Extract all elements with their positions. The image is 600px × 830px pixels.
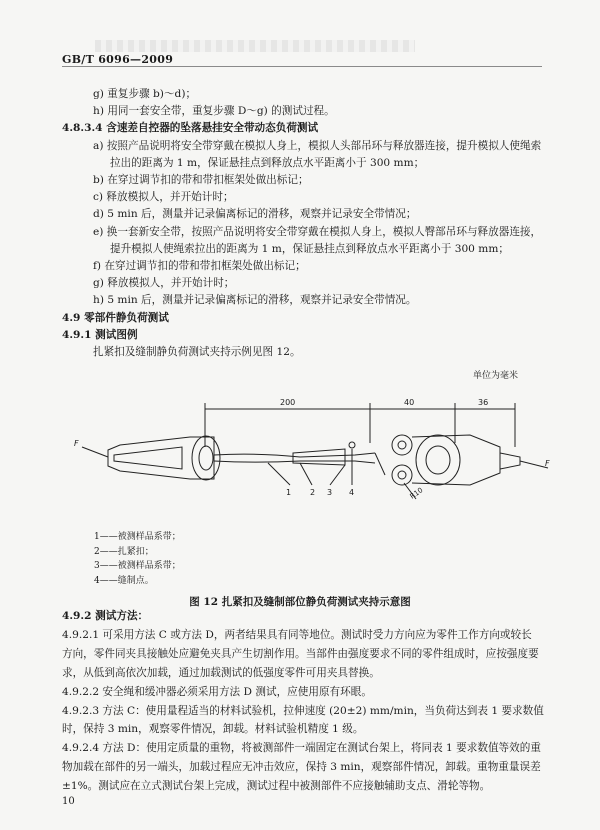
body-line: 4.9.2.1 可采用方法 C 或方法 D，两者结果具有同等地位。测试时受力方向应为零件工作方向或较长 [62, 628, 532, 641]
angle-label: R10 [408, 486, 425, 501]
right-roller-bottom [392, 465, 412, 485]
body-line: h) 5 min 后，测量并记录偏离标记的滑移，观察并记录安全带情况。 [93, 294, 417, 307]
force-label-right: F [545, 459, 550, 468]
body-line: ±1%。测试应在立式测试台架上完成，测试过程中被测部件不应接触辅助支点、滑轮等物。 [62, 780, 491, 793]
body-line: 扎紧扣及缝制静负荷测试夹持示例见图 12。 [93, 346, 301, 358]
section-heading: 4.9.2 测试方法： [62, 610, 149, 622]
standard-header: GB/T 6096—2009 [62, 53, 174, 66]
section-heading: 4.8.3.4 含速差自控器的坠落悬挂安全带动态负荷测试 [62, 122, 319, 135]
dim-label-40: 40 [404, 398, 415, 407]
body-line: g) 释放模拟人，并开始计时； [93, 277, 235, 290]
right-roller-top [392, 435, 412, 455]
dim-label-36: 36 [478, 398, 489, 407]
figure-caption: 图 12 扎紧扣及缝制部位静负荷测试夹持示意图 [189, 596, 411, 608]
body-line: 4.9.2.4 方法 D：使用定质量的重物，将被测部件一端固定在测试台架上，将同表 1 要求数值等效的重 [62, 742, 541, 755]
part-number-4: 4 [349, 488, 355, 497]
body-line: e) 换一套新安全带，按照产品说明将安全带穿戴在模拟人身上，模拟人臀部吊环与释放器连接， [93, 225, 542, 238]
body-line: 4.9.2.2 安全绳和缓冲器必须采用方法 D 测试，应使用原有环眼。 [62, 685, 372, 698]
legend-item: 2——扎紧扣； [94, 546, 154, 557]
right-clamp-end [500, 453, 520, 469]
part-number-1: 1 [286, 488, 292, 497]
body-line: 时，保持 3 min，观察零件情况，卸载。材料试验机精度 1 级。 [62, 723, 364, 736]
part-number-3: 3 [327, 488, 333, 497]
body-line: f) 在穿过调节扣的带和带扣框架处做出标记； [93, 260, 306, 272]
legend-item: 4——缝制点。 [94, 575, 154, 586]
body-line: a) 按照产品说明将安全带穿戴在模拟人身上，模拟人头部吊环与释放器连接，提升模拟人使绳索 [93, 139, 542, 152]
body-line: 4.9.2.3 方法 C：使用量程适当的材料试验机，拉伸速度 (20±2) mm/min，当负荷达到表 1 要求数值 [62, 704, 544, 717]
legend-item: 3——被测样品系带； [94, 561, 181, 571]
stitch-point [349, 442, 355, 448]
body-line: h) 用同一套安全带，重复步骤 D～g) 的测试过程。 [93, 105, 335, 118]
body-line: 求，从低到高依次加载，通过加载测试的低强度零件可用夹具替换。 [62, 666, 380, 679]
body-line: 物加载在部件的另一端头，加载过程应无冲击效应，保持 3 min，观察部件情况，卸载。重物重量误差 [62, 761, 541, 774]
right-clamp-body [416, 435, 460, 485]
body-line: b) 在穿过调节扣的带和带扣框架处做出标记； [93, 174, 309, 186]
section-heading: 4.9 零部件静负荷测试 [62, 311, 169, 324]
left-roller [192, 436, 220, 480]
page-number: 10 [62, 796, 75, 807]
legend-item: 1——被测样品系带； [94, 532, 181, 542]
body-line: 拉出的距离为 1 m，保证悬挂点到释放点水平距离小于 300 mm； [110, 156, 425, 169]
body-line: g) 重复步骤 b)～d)； [93, 88, 197, 100]
body-line: c) 释放模拟人，并开始计时； [93, 191, 234, 204]
dim-label-200: 200 [280, 398, 296, 407]
figure-unit-note: 单位为毫米 [473, 371, 519, 381]
figure-12-diagram [0, 395, 600, 595]
part-number-2: 2 [310, 488, 316, 497]
force-label-left: F [74, 439, 79, 448]
scan-artifact [95, 40, 415, 52]
section-heading: 4.9.1 测试图例 [62, 328, 138, 341]
body-line: d) 5 min 后，测量并记录偏离标记的滑移，观察并记录安全带情况； [93, 208, 417, 221]
header-rule [62, 66, 542, 67]
body-line: 方向，零件同夹具接触处应避免夹具产生切割作用。当部件由强度要求不同的零件组成时，应按强度要 [62, 647, 539, 660]
body-line: 提升模拟人使绳索拉出的距离为 1 m，保证悬挂点到释放点水平距离小于 300 mm； [110, 242, 509, 255]
left-clamp [108, 437, 214, 479]
